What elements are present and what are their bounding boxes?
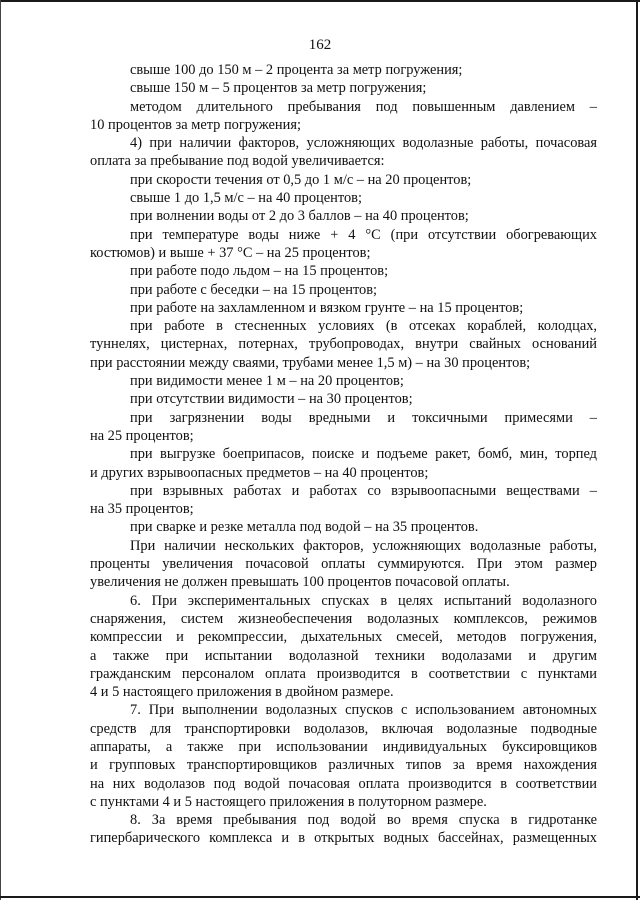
text-line: свыше 150 м – 5 процентов за метр погружения; (130, 80, 427, 97)
scan-edge-top (0, 0, 640, 2)
page-number: 162 (308, 37, 332, 53)
scan-edge-bottom (0, 896, 640, 898)
text-line: 4) при наличии факторов, усложняющих водолазные работы, почасовая (130, 135, 597, 152)
text-line: свыше 1 до 1,5 м/с – на 40 процентов; (130, 190, 362, 207)
text-line: на 25 процентов; (90, 427, 194, 444)
text-line: снаряжения, систем жизнеобеспечения водолазных комплексов, режимов (90, 610, 597, 627)
text-line: при работе на захламленном и вязком грунте – на 15 процентов; (130, 299, 524, 316)
text-line: при видимости менее 1 м – на 20 процентов; (130, 373, 404, 390)
text-line: 4 и 5 настоящего приложения в двойном размере. (90, 684, 394, 701)
text-line: оплата за пребывание под водой увеличивается: (90, 153, 385, 170)
scan-edge-right (636, 0, 638, 900)
text-line: компрессии и рекомпрессии, дыхательных смесей, методов погружения, (90, 629, 597, 646)
text-line: туннелях, цистернах, потернах, трубопроводах, внутри свайных оснований (90, 336, 597, 353)
text-line: с пунктами 4 и 5 настоящего приложения в полуторном размере. (90, 793, 487, 810)
text-line: при отсутствии видимости – на 30 процентов; (130, 391, 413, 408)
text-line: увеличения не должен превышать 100 процентов почасовой оплаты. (90, 574, 510, 591)
text-line: 8. За время пребывания под водой во время спуска в гидротанке (130, 812, 597, 829)
text-line: средств для транспортировки водолазов, включая водолазные подводные (90, 720, 597, 737)
text-line: при температуре воды ниже + 4 °С (при отсутствии обогревающих (130, 226, 597, 243)
text-line: проценты увеличения почасовой оплаты суммируются. При этом размер (90, 556, 597, 573)
text-line: 7. При выполнении водолазных спусков с использованием автономных (130, 702, 597, 719)
text-line: аппараты, а также при использовании индивидуальных буксировщиков (90, 738, 597, 755)
document-body (90, 61, 597, 848)
text-line: при сварке и резке металла под водой – на 35 процентов. (130, 519, 479, 536)
scan-edge-left (0, 0, 1, 900)
text-line: при расстоянии между сваями, трубами менее 1,5 м) – на 30 процентов; (90, 354, 531, 371)
text-line: методом длительного пребывания под повышенным давлением – (130, 98, 597, 115)
text-line: на них водолазов под водой почасовая оплата производится в соответствии (90, 775, 597, 792)
text-line: и других взрывоопасных предметов – на 40 процентов; (90, 464, 429, 481)
text-line: При наличии нескольких факторов, усложняющих водолазные работы, (130, 537, 597, 554)
text-line: при работе с беседки – на 15 процентов; (130, 281, 378, 298)
text-line: а также при испытании водолазной техники водолазами и другим (90, 647, 597, 664)
text-line: 6. При экспериментальных спусках в целях испытаний водолазного (130, 592, 597, 609)
text-line: гипербарического комплекса и в открытых водных бассейнах, размещенных (90, 830, 597, 847)
text-line: при работе в стесненных условиях (в отсеках кораблей, колодцах, (130, 318, 597, 335)
text-line: костюмов) и выше + 37 °С – на 25 процентов; (90, 244, 371, 261)
text-line: гражданским персоналом оплата производится в соответствии с пунктами (90, 665, 597, 682)
text-line: свыше 100 до 150 м – 2 процента за метр погружения; (130, 62, 463, 78)
text-line: при выгрузке боеприпасов, поиске и подъеме ракет, бомб, мин, торпед (130, 446, 597, 463)
text-line: на 35 процентов; (90, 501, 194, 518)
text-line: и групповых транспортировщиков различных типов за время нахождения (90, 757, 597, 774)
text-line: при скорости течения от 0,5 до 1 м/с – на 20 процентов; (130, 171, 472, 188)
text-line: 10 процентов за метр погружения; (90, 116, 301, 133)
text-line: при работе подо льдом – на 15 процентов; (130, 263, 389, 280)
text-line: при загрязнении воды вредными и токсичными примесями – (130, 409, 597, 426)
text-line: при волнении воды от 2 до 3 баллов – на 40 процентов; (130, 208, 469, 225)
text-line: при взрывных работах и работах со взрывоопасными веществами – (130, 482, 597, 499)
